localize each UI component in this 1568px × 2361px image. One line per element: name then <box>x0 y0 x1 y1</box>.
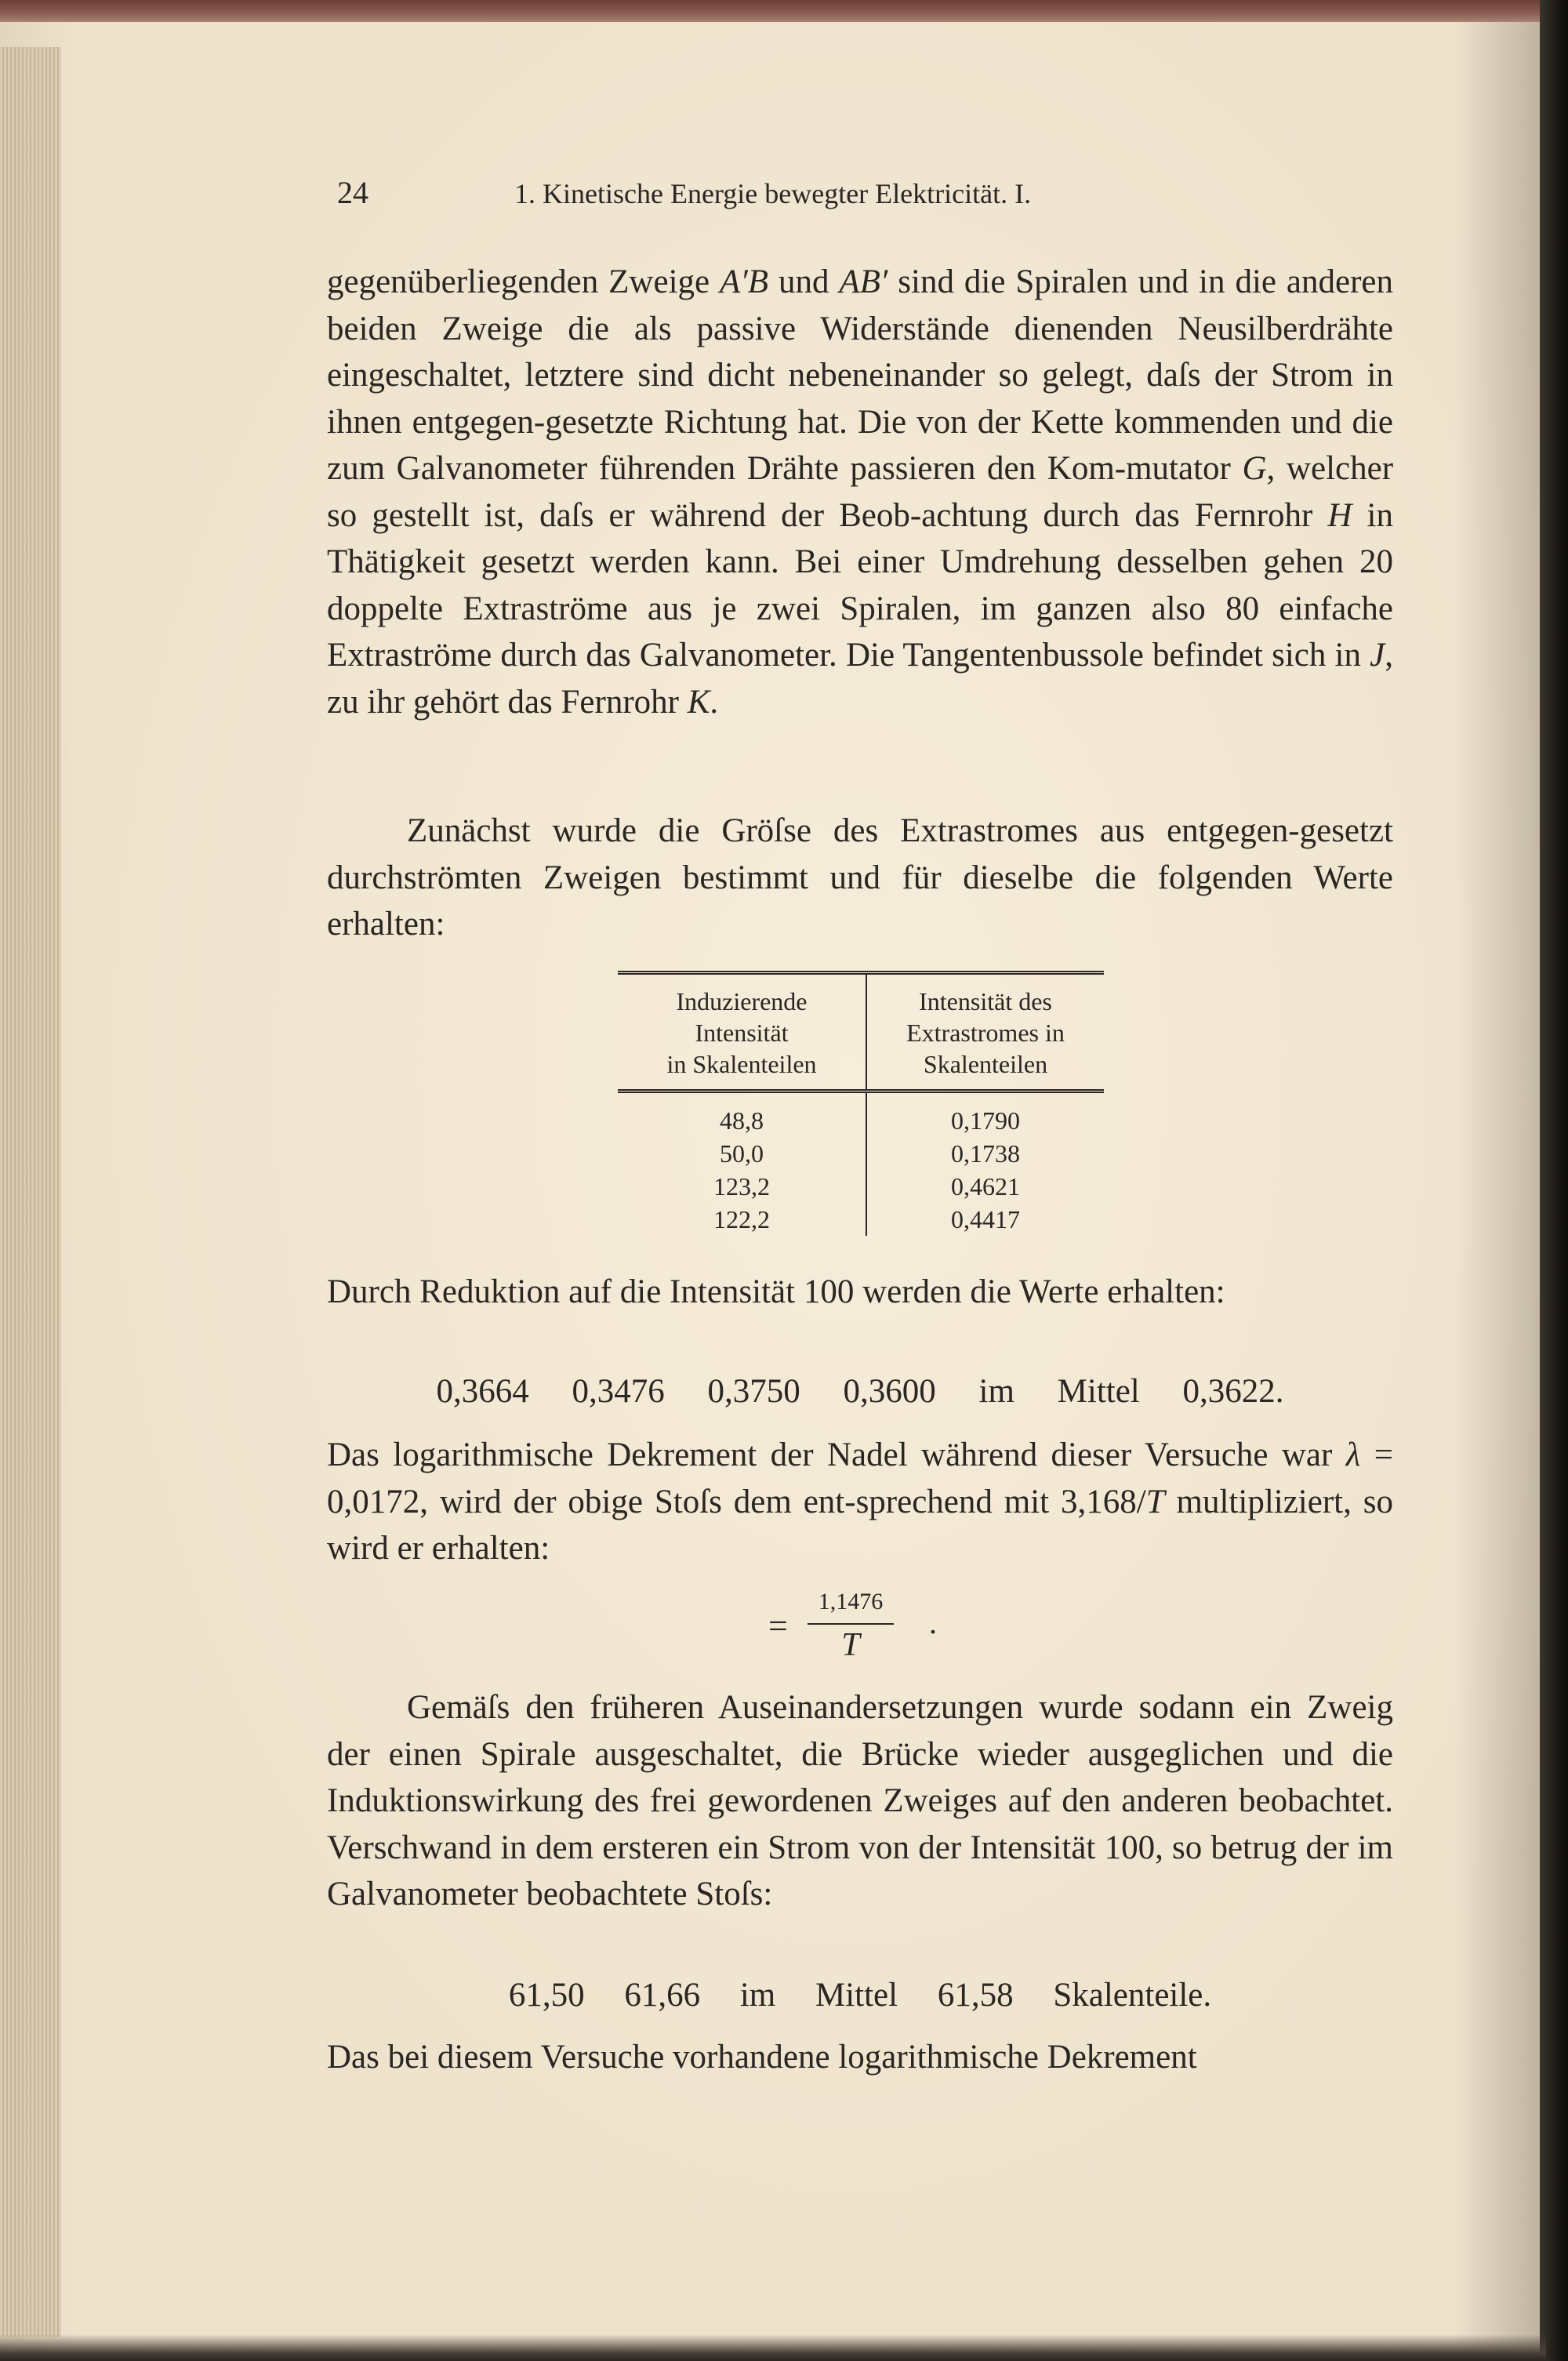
table-cell: 122,2 <box>618 1203 866 1236</box>
column-header: Induzierende Intensität in Skalenteilen <box>618 973 866 1092</box>
paragraph-1: gegenüberliegenden Zweige A′B und AB′ sind die Spiralen und in die anderen beiden Zweige die als passive Widerstände dienenden Neusilberdrähte eingeschaltet, letztere sind dicht nebeneinander so gelegt, daſs der Strom in ihnen entgegen-gesetzte Richtung hat. Die von der Kette kommenden und die zum Galvanometer führenden Drähte passieren den Kom-mutator G, welcher so gestellt ist, daſs er während der Beob-achtung durch das Fernrohr H in Thätigkeit gesetzt werden kann. Bei einer Umdrehung desselben gehen 20 doppelte Extraströme aus je zwei Spiralen, im ganzen also 80 einfache Extraströme durch das Galvanometer. Die Tangentenbussole befindet sich in J, zu ihr gehört das Fernrohr K. <box>327 263 1394 721</box>
page-number: 24 <box>337 175 368 210</box>
table-row <box>618 1092 1104 1138</box>
fraction-numerator: 1,1476 <box>818 1589 884 1615</box>
table-cell: 50,0 <box>618 1137 866 1170</box>
paragraph-6: Das bei diesem Versuche vorhandene logarithmische Dekrement <box>327 2039 1197 2076</box>
table-cell: 0,1738 <box>951 1139 1020 1168</box>
table-row <box>618 1170 1104 1203</box>
book-binding <box>1540 0 1568 2361</box>
math-symbol: A′B <box>720 263 768 300</box>
running-title: 1. Kinetische Energie bewegter Elektricität. I. <box>514 178 1032 209</box>
table-cell: 0,4621 <box>951 1172 1020 1200</box>
math-symbol: AB′ <box>839 263 888 300</box>
running-header <box>337 174 1403 213</box>
values-line-2: 61,50 61,66 im Mittel 61,58 Skalenteile. <box>508 1977 1212 2014</box>
math-symbol: K <box>687 683 710 721</box>
paragraph-5: Gemäſs den früheren Auseinandersetzungen wurde sodann ein Zweig der einen Spirale ausgeschaltet, die Brücke wieder ausgeglichen und die Induktionswirkung des frei gewordenen Zweiges auf den anderen beobachtet. Verschwand in dem ersteren ein Strom von der Intensität 100, so betrug der im Galvanometer beobachtete Stoſs: <box>327 1689 1393 1912</box>
table-header-row <box>618 973 1104 1092</box>
page-stack-edge <box>0 47 61 2337</box>
table-cell: 0,1790 <box>951 1106 1020 1135</box>
table-cell: 48,8 <box>618 1092 866 1138</box>
fraction-denominator: T <box>841 1627 860 1663</box>
fraction-period: . <box>929 1605 937 1640</box>
table-row <box>618 1203 1104 1236</box>
math-symbol: H <box>1327 496 1352 534</box>
fraction-formula <box>768 1589 949 1667</box>
paragraph-4: Das logarithmische Dekrement der Nadel während dieser Versuche war λ = 0,0172, wird der obige Stoſs dem ent-sprechend mit 3,168/T multipliziert, so wird er erhalten: <box>327 1437 1393 1567</box>
table-row <box>618 1137 1104 1170</box>
values-line: 0,3664 0,3476 0,3750 0,3600 im Mittel 0,3622. <box>436 1373 1284 1410</box>
math-symbol: G <box>1242 450 1267 487</box>
data-table <box>618 971 1104 1236</box>
math-symbol: λ <box>1345 1437 1361 1473</box>
paragraph-3: Durch Reduktion auf die Intensität 100 werden die Werte erhalten: <box>327 1273 1225 1310</box>
math-symbol: T <box>1145 1483 1165 1520</box>
paragraph-2: Zunächst wurde die Gröſse des Extrastromes aus entgegen-gesetzt durchströmten Zweigen bestimmt und für dieselbe die folgenden Werte erhalten: <box>327 812 1393 943</box>
scan-bottom-edge <box>0 2334 1546 2361</box>
table-cell: 0,4417 <box>951 1205 1020 1233</box>
fraction-bar <box>808 1623 894 1625</box>
table-cell: 123,2 <box>618 1170 866 1203</box>
equals-sign: = <box>768 1607 788 1645</box>
math-symbol: J <box>1370 637 1385 674</box>
column-header: Intensität des Extrastromes in Skalenteilen <box>866 973 1104 1092</box>
